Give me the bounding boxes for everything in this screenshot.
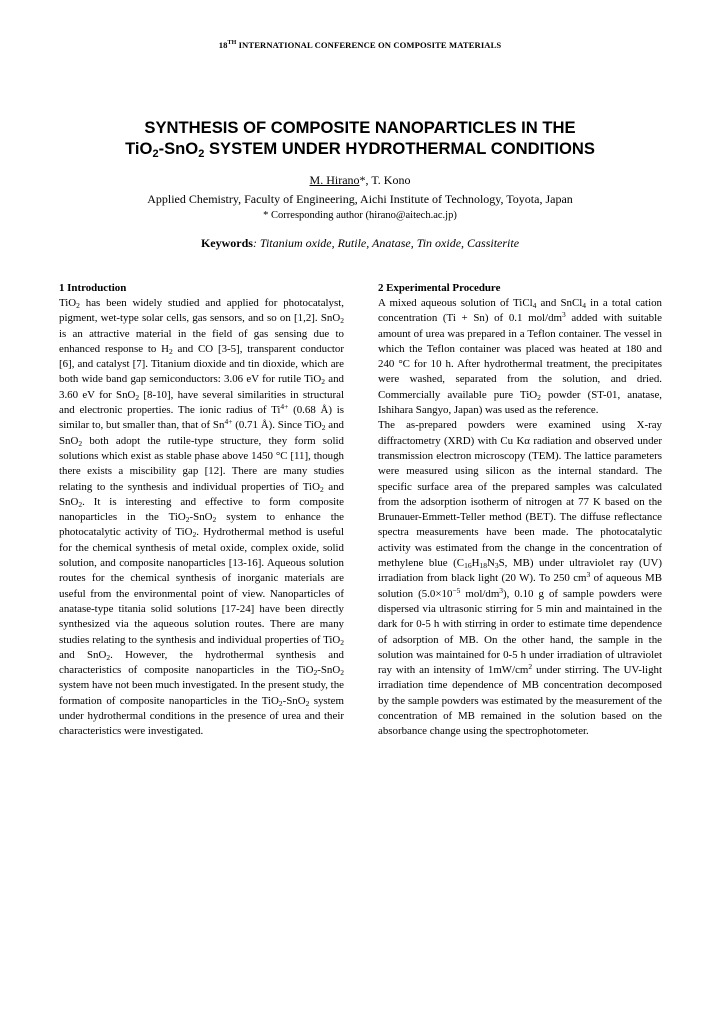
conference-header: 18TH INTERNATIONAL CONFERENCE ON COMPOSITE MATERIALS	[218, 40, 502, 50]
authors: M. Hirano*, T. Kono	[309, 173, 411, 187]
title-line-2: TiO$_2$-SnO$_2$ SYSTEM UNDER HYDROTHERMAL CONDITIONS	[125, 139, 595, 160]
introduction-column	[59, 281, 344, 740]
experimental-heading: 2 Experimental Procedure	[378, 282, 501, 294]
corresponding-author: * Corresponding author (hirano@aitech.ac.jp)	[263, 210, 457, 221]
introduction-body: TiO$_2$ has been widely studied and applied for photocatalyst, pigment, wet-type solar cells, gas sensors, and so on [1,2]. SnO$_2$ is an attractive material in the field of gas sensing due to enhanced response to $H_2$ and CO [3-5], transparent conductor [6], and catalyst [7]. Titanium dioxide and tin dioxide, which are both wide band gap semiconductors: 3.06 eV for rutile TiO$_2$ and 3.60 eV for SnO$_2$ [8-10], have several similarities in structural and electronic properties. The ionic radius of $Ti^{4+}$ (0.68 Å) is similar to, but smaller than, that of $Sn^{4+}$ (0.71 Å). Since TiO$_2$ and SnO$_2$ both adopt the rutile-type structure, they form solid solutions which exist as stable phase above 1450 °C [11], though there exists a miscibility gap [12]. There are many studies relating to the synthesis and individual properties of TiO$_2$ and SnO$_2$. It is interesting and effective to form composite nanoparticles in the TiO$_2$-SnO$_2$ system to enhance the photocatalytic activity of TiO$_2$. Hydrothermal method is useful for the chemical synthesis of metal oxide, complex oxide, solid solution, and composite nanoparticles [13-16]. Aqueous solution routes for the chemical synthesis of inorganic materials are useful from the environmental point of view. Nanoparticles of anatase-type titania solid solutions [17-24] have been directly synthesized via the aqueous solution routes. There are many studies relating to the synthesis and individual properties of TiO$_2$ and SnO$_2$. However, the hydrothermal synthesis and characteristics of composite nanoparticles in the TiO$_2$-SnO$_2$ system have not been much investigated. In the present study, the formation of composite nanoparticles in the TiO$_2$-SnO$_2$ system under hydrothermal conditions in the presence of urea and their characteristics were investigated.	[59, 297, 345, 738]
introduction-heading: 1 Introduction	[59, 282, 127, 294]
experimental-paragraph-2: The as-prepared powders were examined using X-ray diffractometry (XRD) with Cu Kα radiation and observed under transmission electron microscopy (TEM). The lattice parameters were measured using silicon as the internal standard. The specific surface area of the prepared samples was calculated from the adsorption isotherm of nitrogen at 77 K based on the Brunauer-Emmett-Teller method (BET). The diffuse reflectance spectra measurements have been made. The photocatalytic activity was estimated from the change in the concentration of methylene blue ($C_{16}H_{18}N_3S$, MB) under ultraviolet ray (UV) irradiation from black light (20 W). To 250 $cm^3$ of aqueous MB solution ($5.0\times 10^{-5}$ mol/$dm^3$), 0.10 g of sample powders were dispersed via ultrasonic stirring for 5 min and maintained in the dark for 0-5 h with stirring in order to estimate time dependence of adsorption of MB. On the other hand, the sample in the solution was maintained for 0-5 h under irradiation of ultraviolet ray with an intensity of $1mW/cm^2$ under stirring. The UV-light irradiation time dependence of MB concentration decomposed by the sample powders was estimated by the measurement of the concentration of MB remained in the solution based on the absorbance change using the spectrophotometer.	[378, 419, 663, 738]
affiliation: Applied Chemistry, Faculty of Engineering, Aichi Institute of Technology, Toyota, Japan	[147, 192, 573, 206]
author-2: T. Kono	[371, 173, 411, 187]
keywords-label: Keywords	[200, 236, 253, 250]
experimental-column	[378, 281, 662, 740]
author-1: M. Hirano	[309, 173, 360, 187]
keywords-value: : Titanium oxide, Rutile, Anatase, Tin oxide, Cassiterite	[252, 236, 520, 250]
paper-title	[40, 117, 680, 165]
experimental-paragraph-1: A mixed aqueous solution of TiCl$_4$ and SnCl$_4$ in a total cation concentration (Ti + Sn) of 0.1 mol/$dm^3$ added with suitable amount of urea was prepared in a Teflon container. The vessel in which the Teflon container was placed was heated at 180 and 240 °C for 10 h. After hydrothermal treatment, the precipitates were washed, separated from the solution, and dried. Commercially available pure TiO$_2$ powder (ST-01, anatase, Ishihara Sangyo, Japan) was used as the reference.	[378, 297, 663, 417]
title-line-1: SYNTHESIS OF COMPOSITE NANOPARTICLES IN THE	[144, 118, 576, 137]
keywords	[0, 236, 720, 251]
